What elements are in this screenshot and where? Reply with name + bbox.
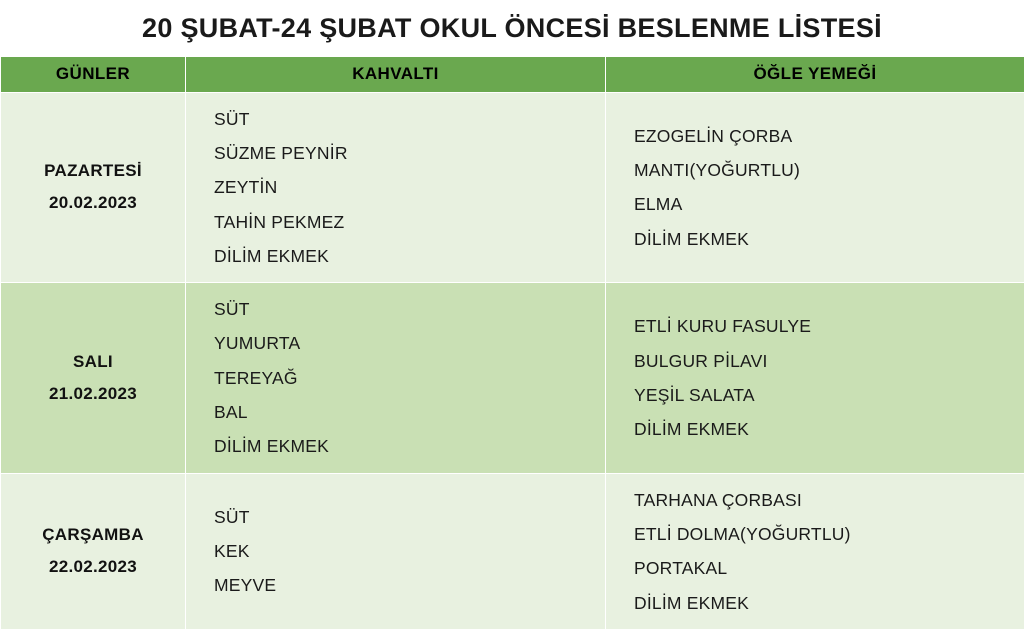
list-item: SÜZME PEYNİR	[214, 136, 605, 170]
lunch-cell	[606, 473, 1024, 629]
list-item: ZEYTİN	[214, 170, 605, 204]
list-item: YUMURTA	[214, 326, 605, 360]
day-date: 21.02.2023	[1, 378, 185, 410]
day-cell	[1, 473, 186, 629]
list-item: MEYVE	[214, 568, 605, 602]
list-item: SÜT	[214, 102, 605, 136]
weekly-menu-table	[0, 56, 1024, 630]
list-item: DİLİM EKMEK	[214, 239, 605, 273]
list-item: YEŞİL SALATA	[634, 378, 1024, 412]
lunch-cell	[606, 92, 1024, 282]
day-name: PAZARTESİ	[1, 155, 185, 187]
table-row	[1, 283, 1024, 473]
list-item: TARHANA ÇORBASI	[634, 483, 1024, 517]
breakfast-list	[214, 102, 605, 273]
list-item: SÜT	[214, 500, 605, 534]
table-header	[1, 56, 1024, 92]
lunch-list	[634, 119, 1024, 256]
list-item: SÜT	[214, 292, 605, 326]
day-cell	[1, 283, 186, 473]
table-header-row	[1, 56, 1024, 92]
breakfast-cell	[186, 473, 606, 629]
table-row	[1, 92, 1024, 282]
table-body	[1, 92, 1024, 629]
list-item: PORTAKAL	[634, 551, 1024, 585]
column-header-days: GÜNLER	[1, 56, 186, 92]
list-item: TAHİN PEKMEZ	[214, 205, 605, 239]
column-header-lunch: ÖĞLE YEMEĞİ	[606, 56, 1024, 92]
column-header-breakfast: KAHVALTI	[186, 56, 606, 92]
day-name: SALI	[1, 346, 185, 378]
page-title: 20 ŞUBAT-24 ŞUBAT OKUL ÖNCESİ BESLENME LİSTESİ	[0, 0, 1024, 56]
lunch-list	[634, 309, 1024, 446]
list-item: ETLİ DOLMA(YOĞURTLU)	[634, 517, 1024, 551]
breakfast-cell	[186, 283, 606, 473]
day-date: 20.02.2023	[1, 187, 185, 219]
breakfast-cell	[186, 92, 606, 282]
list-item: EZOGELİN ÇORBA	[634, 119, 1024, 153]
lunch-cell	[606, 283, 1024, 473]
list-item: DİLİM EKMEK	[634, 586, 1024, 620]
day-cell	[1, 92, 186, 282]
lunch-list	[634, 483, 1024, 620]
breakfast-list	[214, 500, 605, 603]
list-item: DİLİM EKMEK	[214, 429, 605, 463]
list-item: ETLİ KURU FASULYE	[634, 309, 1024, 343]
day-date: 22.02.2023	[1, 551, 185, 583]
table-row	[1, 473, 1024, 629]
list-item: BAL	[214, 395, 605, 429]
list-item: MANTI(YOĞURTLU)	[634, 153, 1024, 187]
list-item: DİLİM EKMEK	[634, 412, 1024, 446]
list-item: DİLİM EKMEK	[634, 222, 1024, 256]
list-item: TEREYAĞ	[214, 361, 605, 395]
list-item: ELMA	[634, 187, 1024, 221]
breakfast-list	[214, 292, 605, 463]
list-item: BULGUR PİLAVI	[634, 344, 1024, 378]
list-item: KEK	[214, 534, 605, 568]
day-name: ÇARŞAMBA	[1, 519, 185, 551]
